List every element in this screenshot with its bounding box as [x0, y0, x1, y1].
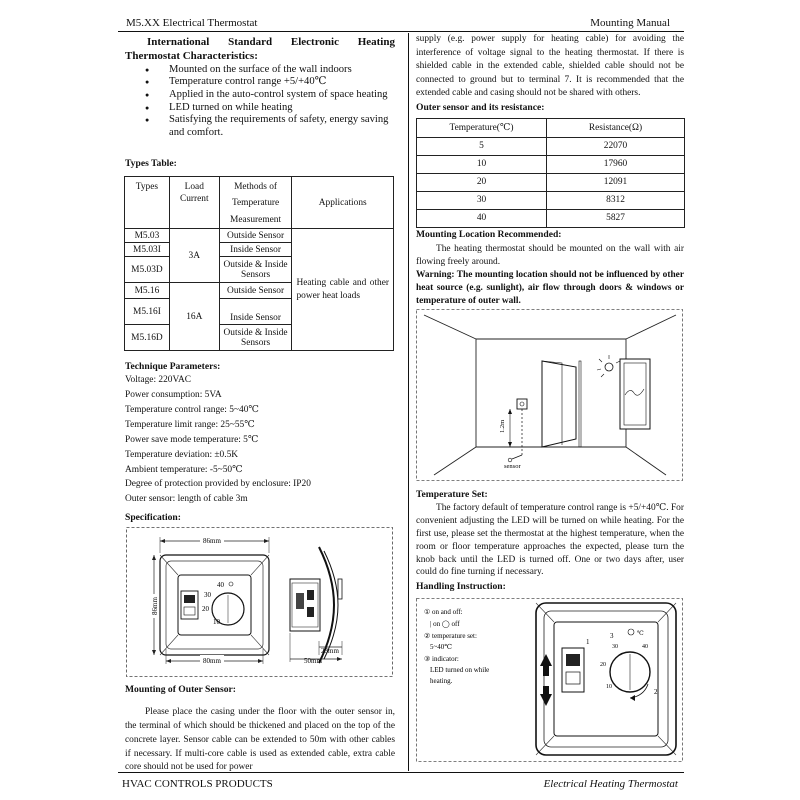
dial-label-30: 30	[204, 591, 211, 599]
table-cell-temp: 10	[417, 156, 547, 174]
handling-line-4: 5~40℃	[430, 643, 453, 651]
table-cell-method: Outside Sensor	[219, 283, 292, 299]
table-cell-res: 12091	[547, 174, 685, 192]
dim-86-side: 86mm	[151, 597, 159, 615]
footer-left: HVAC CONTROLS PRODUCTS	[122, 778, 273, 790]
handling-line-3: ② temperature set:	[424, 632, 477, 640]
handling-dial-30: 30	[612, 644, 618, 650]
footer-right: Electrical Heating Thermostat	[543, 778, 678, 790]
col-header-types: Types	[125, 177, 170, 229]
table-cell-type: M5.03	[125, 229, 170, 243]
table-cell-res: 5827	[547, 210, 685, 228]
dial-label-40: 40	[217, 581, 224, 589]
list-item: Outer sensor: length of cable 3m	[125, 494, 248, 505]
temperature-set-heading: Temperature Set:	[416, 489, 488, 500]
intro-title: International Standard Electronic Heating	[147, 36, 395, 48]
list-item: ● Satisfying the requirements of safety, energy saving and comfort.	[125, 114, 395, 139]
table-cell-type: M5.03D	[125, 257, 170, 283]
technique-section	[125, 361, 395, 507]
technique-list	[125, 373, 395, 507]
handling-line-1: ① on and off:	[424, 608, 463, 616]
table-cell-method: Inside Sensor	[219, 299, 292, 325]
list-item: ● Applied in the auto-control system of space heating	[125, 89, 395, 102]
handling-deg-label: ℃	[637, 631, 644, 637]
table-cell-method: Outside & Inside Sensors	[219, 325, 292, 351]
handling-dial-10: 10	[606, 684, 612, 690]
list-item: Ambient temperature: -5~50℃	[125, 464, 243, 475]
col-header-resistance: Resistance(Ω)	[547, 119, 685, 138]
col-header-applications: Applications	[292, 177, 394, 229]
dial-label-10: 10	[213, 618, 220, 626]
col-header-temperature: Temperature(℃)	[417, 119, 547, 138]
height-label: 1.2m	[499, 419, 506, 433]
list-item: Temperature limit range: 25~55℃	[125, 420, 255, 431]
table-cell-load: 3A	[169, 229, 219, 283]
list-item: ● Mounted on the surface of the wall indoors	[125, 64, 395, 77]
technique-heading: Technique Parameters:	[125, 361, 221, 372]
room-illustration	[416, 309, 684, 481]
table-cell-type: M5.03I	[125, 243, 170, 257]
handling-heading: Handling Instruction:	[416, 581, 506, 592]
temperature-set-text: The factory default of temperature control range is +5/+40℃. For convenient adjusting the LED will be turned on while heating. For the first use, please set the thermostat at the highest temperature, when the room or floor temperature approaches the expected, please turn the knob back until the LED is turned off. One or two days after, user could do fine turning if necessary.	[416, 503, 684, 578]
table-cell-temp: 30	[417, 192, 547, 210]
dim-50: 50mm	[304, 657, 322, 665]
table-cell-temp: 40	[417, 210, 547, 228]
list-item: Voltage: 220VAC	[125, 375, 192, 386]
types-table-heading: Types Table:	[125, 158, 177, 169]
handling-line-7: heating.	[430, 677, 453, 685]
table-cell-load: 16A	[169, 283, 219, 351]
specification-drawing	[126, 527, 394, 677]
col-header-methods: Methods of Temperature Measurement	[219, 177, 292, 229]
handling-num-3: 3	[610, 632, 614, 640]
mounting-location-section	[416, 229, 684, 308]
header-right-title: Mounting Manual	[590, 17, 670, 29]
table-cell-method: Outside & Inside Sensors	[219, 257, 292, 283]
column-divider	[408, 33, 409, 771]
specification-heading: Specification:	[125, 512, 181, 523]
list-item: Power save mode temperature: 5℃	[125, 434, 259, 445]
mounting-location-warning: Warning: The mounting location should not be influenced by other heat source (e.g. sunlight), air flow through doors & windows or temperature of outer wall.	[416, 270, 684, 307]
mounting-location-heading: Mounting Location Recommended:	[416, 229, 562, 240]
sensor-cable-text: supply (e.g. power supply for heating cable) for avoiding the interference of voltage signal to the heating thermostat. If there is shielded cable in the extended cable, shielded cable should not be connected to ground but to terminal 7. It is recommended that the extended cable and casing should not be shared with others.	[416, 34, 684, 99]
list-item: ● LED turned on while heating	[125, 102, 395, 115]
table-cell-res: 17960	[547, 156, 685, 174]
outer-sensor-mounting-section	[125, 684, 395, 775]
handling-num-2: 2	[654, 688, 658, 696]
sensor-label: sensor	[504, 463, 521, 470]
resistance-table	[416, 118, 685, 228]
handling-dial-40: 40	[642, 644, 648, 650]
list-item: Degree of protection provided by enclosure: IP20	[125, 479, 311, 490]
handling-dial-20: 20	[600, 662, 606, 668]
list-item: Temperature control range: 5~40℃	[125, 405, 259, 416]
table-cell-type: M5.16D	[125, 325, 170, 351]
table-cell-temp: 20	[417, 174, 547, 192]
table-cell-method: Inside Sensor	[219, 243, 292, 257]
table-cell-temp: 5	[417, 138, 547, 156]
header-left-title: M5.XX Electrical Thermostat	[126, 17, 258, 29]
handling-line-2: | on ◯ off	[430, 620, 460, 628]
table-cell-res: 22070	[547, 138, 685, 156]
handling-num-1: 1	[586, 638, 590, 646]
handling-illustration	[416, 598, 684, 762]
dim-23: 23mm	[321, 647, 339, 655]
characteristics-list	[125, 64, 395, 140]
table-cell-method: Outside Sensor	[219, 229, 292, 243]
mounting-location-text: The heating thermostat should be mounted on the wall with air flowing freely around.	[416, 244, 684, 268]
table-cell-application: Heating cable and other power heat loads	[292, 229, 394, 351]
dial-label-20: 20	[202, 605, 209, 613]
handling-line-6: LED turned on while	[430, 666, 490, 674]
characteristics-heading: Thermostat Characteristics:	[125, 50, 258, 63]
handling-line-5: ③ indicator:	[424, 655, 459, 663]
list-item: Temperature deviation: ±0.5K	[125, 449, 239, 460]
types-table	[124, 176, 394, 351]
dim-80: 80mm	[203, 657, 221, 665]
col-header-load: Load Current	[169, 177, 219, 229]
page-footer	[118, 772, 684, 792]
table-cell-type: M5.16	[125, 283, 170, 299]
intro-section	[125, 35, 395, 140]
outer-sensor-mounting-heading: Mounting of Outer Sensor:	[125, 684, 236, 695]
outer-sensor-mounting-text: Please place the casing under the floor with the outer sensor in, the terminal of which should be thickened and placed on the top of the concrete layer. Sensor cable can be extended to 50m with other cables if necessary. If multi-core cable is used as extended cable, extra cable core should not be used for power	[125, 707, 395, 773]
temperature-set-section	[416, 489, 684, 579]
table-cell-type: M5.16I	[125, 299, 170, 325]
resistance-table-heading: Outer sensor and its resistance:	[416, 102, 545, 113]
list-item: Power consumption: 5VA	[125, 390, 222, 401]
dim-86-top: 86mm	[203, 537, 221, 545]
table-cell-res: 8312	[547, 192, 685, 210]
page-header	[118, 16, 684, 32]
list-item: ● Temperature control range +5/+40℃	[125, 76, 395, 89]
